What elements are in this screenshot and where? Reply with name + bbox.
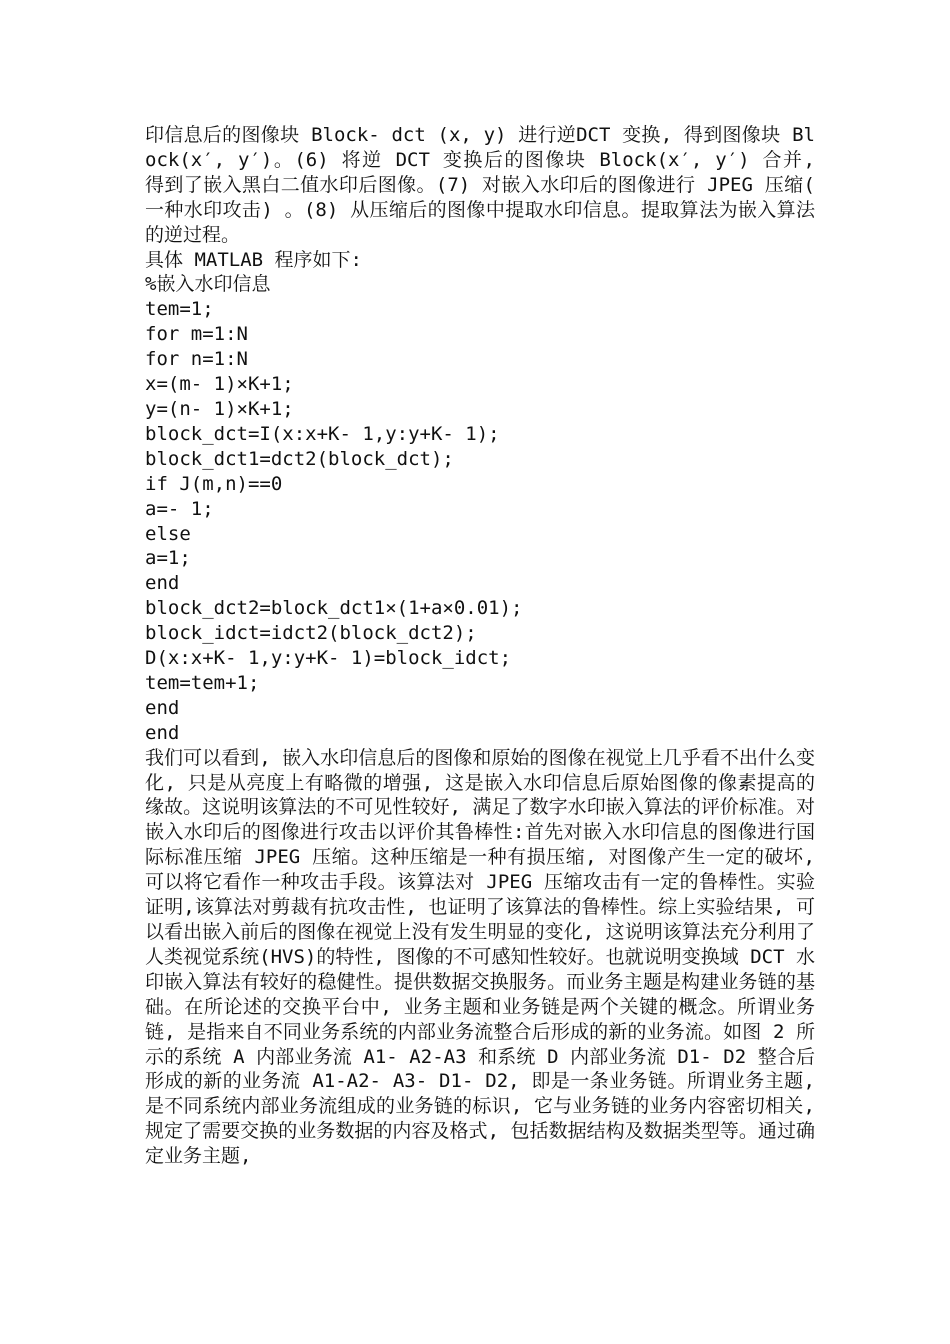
code-line: block_dct=I(x:x+K- 1,y:y+K- 1); — [145, 422, 500, 445]
code-line: x=(m- 1)×K+1; — [145, 373, 294, 396]
code-line: if J(m,n)==0 — [145, 472, 283, 495]
code-line: block_dct2=block_dct1×(1+a×0.01); — [145, 597, 523, 620]
code-line: end — [145, 696, 180, 719]
code-line: %嵌入水印信息 — [145, 273, 271, 296]
code-line: for n=1:N — [145, 348, 248, 371]
code-line: else — [145, 522, 191, 545]
code-line: a=- 1; — [145, 497, 214, 520]
code-line: block_idct=idct2(block_dct2); — [145, 622, 477, 645]
code-line: end — [145, 572, 180, 595]
code-line: for m=1:N — [145, 323, 248, 346]
code-line: a=1; — [145, 547, 191, 570]
intro-paragraph: 印信息后的图像块 Block- dct (x, y) 进行逆DCT 变换, 得到图像块 Block(x′, y′)。(6) 将逆 DCT 变换后的图像块 Block(x′, y′) 合并, 得到了嵌入黑白二值水印后图像。(7) 对嵌入水印后的图像进行 JPEG 压缩( 一种水印攻击) 。(8) 从压缩后的图像中提取水印信息。提取算法为嵌入算法的逆过程。 — [145, 124, 815, 246]
document-page — [145, 123, 815, 1169]
code-line: end — [145, 721, 180, 744]
code-line: tem=tem+1; — [145, 671, 260, 694]
program-intro: 具体 MATLAB 程序如下: — [145, 248, 362, 271]
code-line: tem=1; — [145, 298, 214, 321]
code-line: D(x:x+K- 1,y:y+K- 1)=block_idct; — [145, 647, 512, 670]
code-block — [145, 272, 815, 745]
conclusion-paragraph: 我们可以看到, 嵌入水印信息后的图像和原始的图像在视觉上几乎看不出什么变化, 只是从亮度上有略微的增强, 这是嵌入水印信息后原始图像的像素提高的缘故。这说明该算法的不可见性较好, 满足了数字水印嵌入算法的评价标准。对嵌入水印后的图像进行攻击以评价其鲁棒性:首先对嵌入水印信息的图像进行国际标准压缩 JPEG 压缩。这种压缩是一种有损压缩, 对图像产生一定的破坏, 可以将它看作一种攻击手段。该算法对 JPEG 压缩攻击有一定的鲁棒性。实验证明,该算法对剪裁有抗攻击性, 也证明了该算法的鲁棒性。综上实验结果, 可以看出嵌入前后的图像在视觉上没有发生明显的变化, 这说明该算法充分利用了人类视觉系统(HVS)的特性, 图像的不可感知性较好。也就说明变换域 DCT 水印嵌入算法有较好的稳健性。提供数据交换服务。而业务主题是构建业务链的基础。在所论述的交换平台中, 业务主题和业务链是两个关键的概念。所谓业务链, 是指来自不同业务系统的内部业务流整合后形成的新的业务流。如图 2 所示的系统 A 内部业务流 A1- A2-A3 和系统 D 内部业务流 D1- D2 整合后形成的新的业务流 A1-A2- A3- D1- D2, 即是一条业务链。所谓业务主题, 是不同系统内部业务流组成的业务链的标识, 它与业务链的业务内容密切相关, 规定了需要交换的业务数据的内容及格式, 包括数据结构及数据类型等。通过确定业务主题, — [145, 746, 815, 1168]
code-line: block_dct1=dct2(block_dct); — [145, 447, 454, 470]
code-line: y=(n- 1)×K+1; — [145, 397, 294, 420]
